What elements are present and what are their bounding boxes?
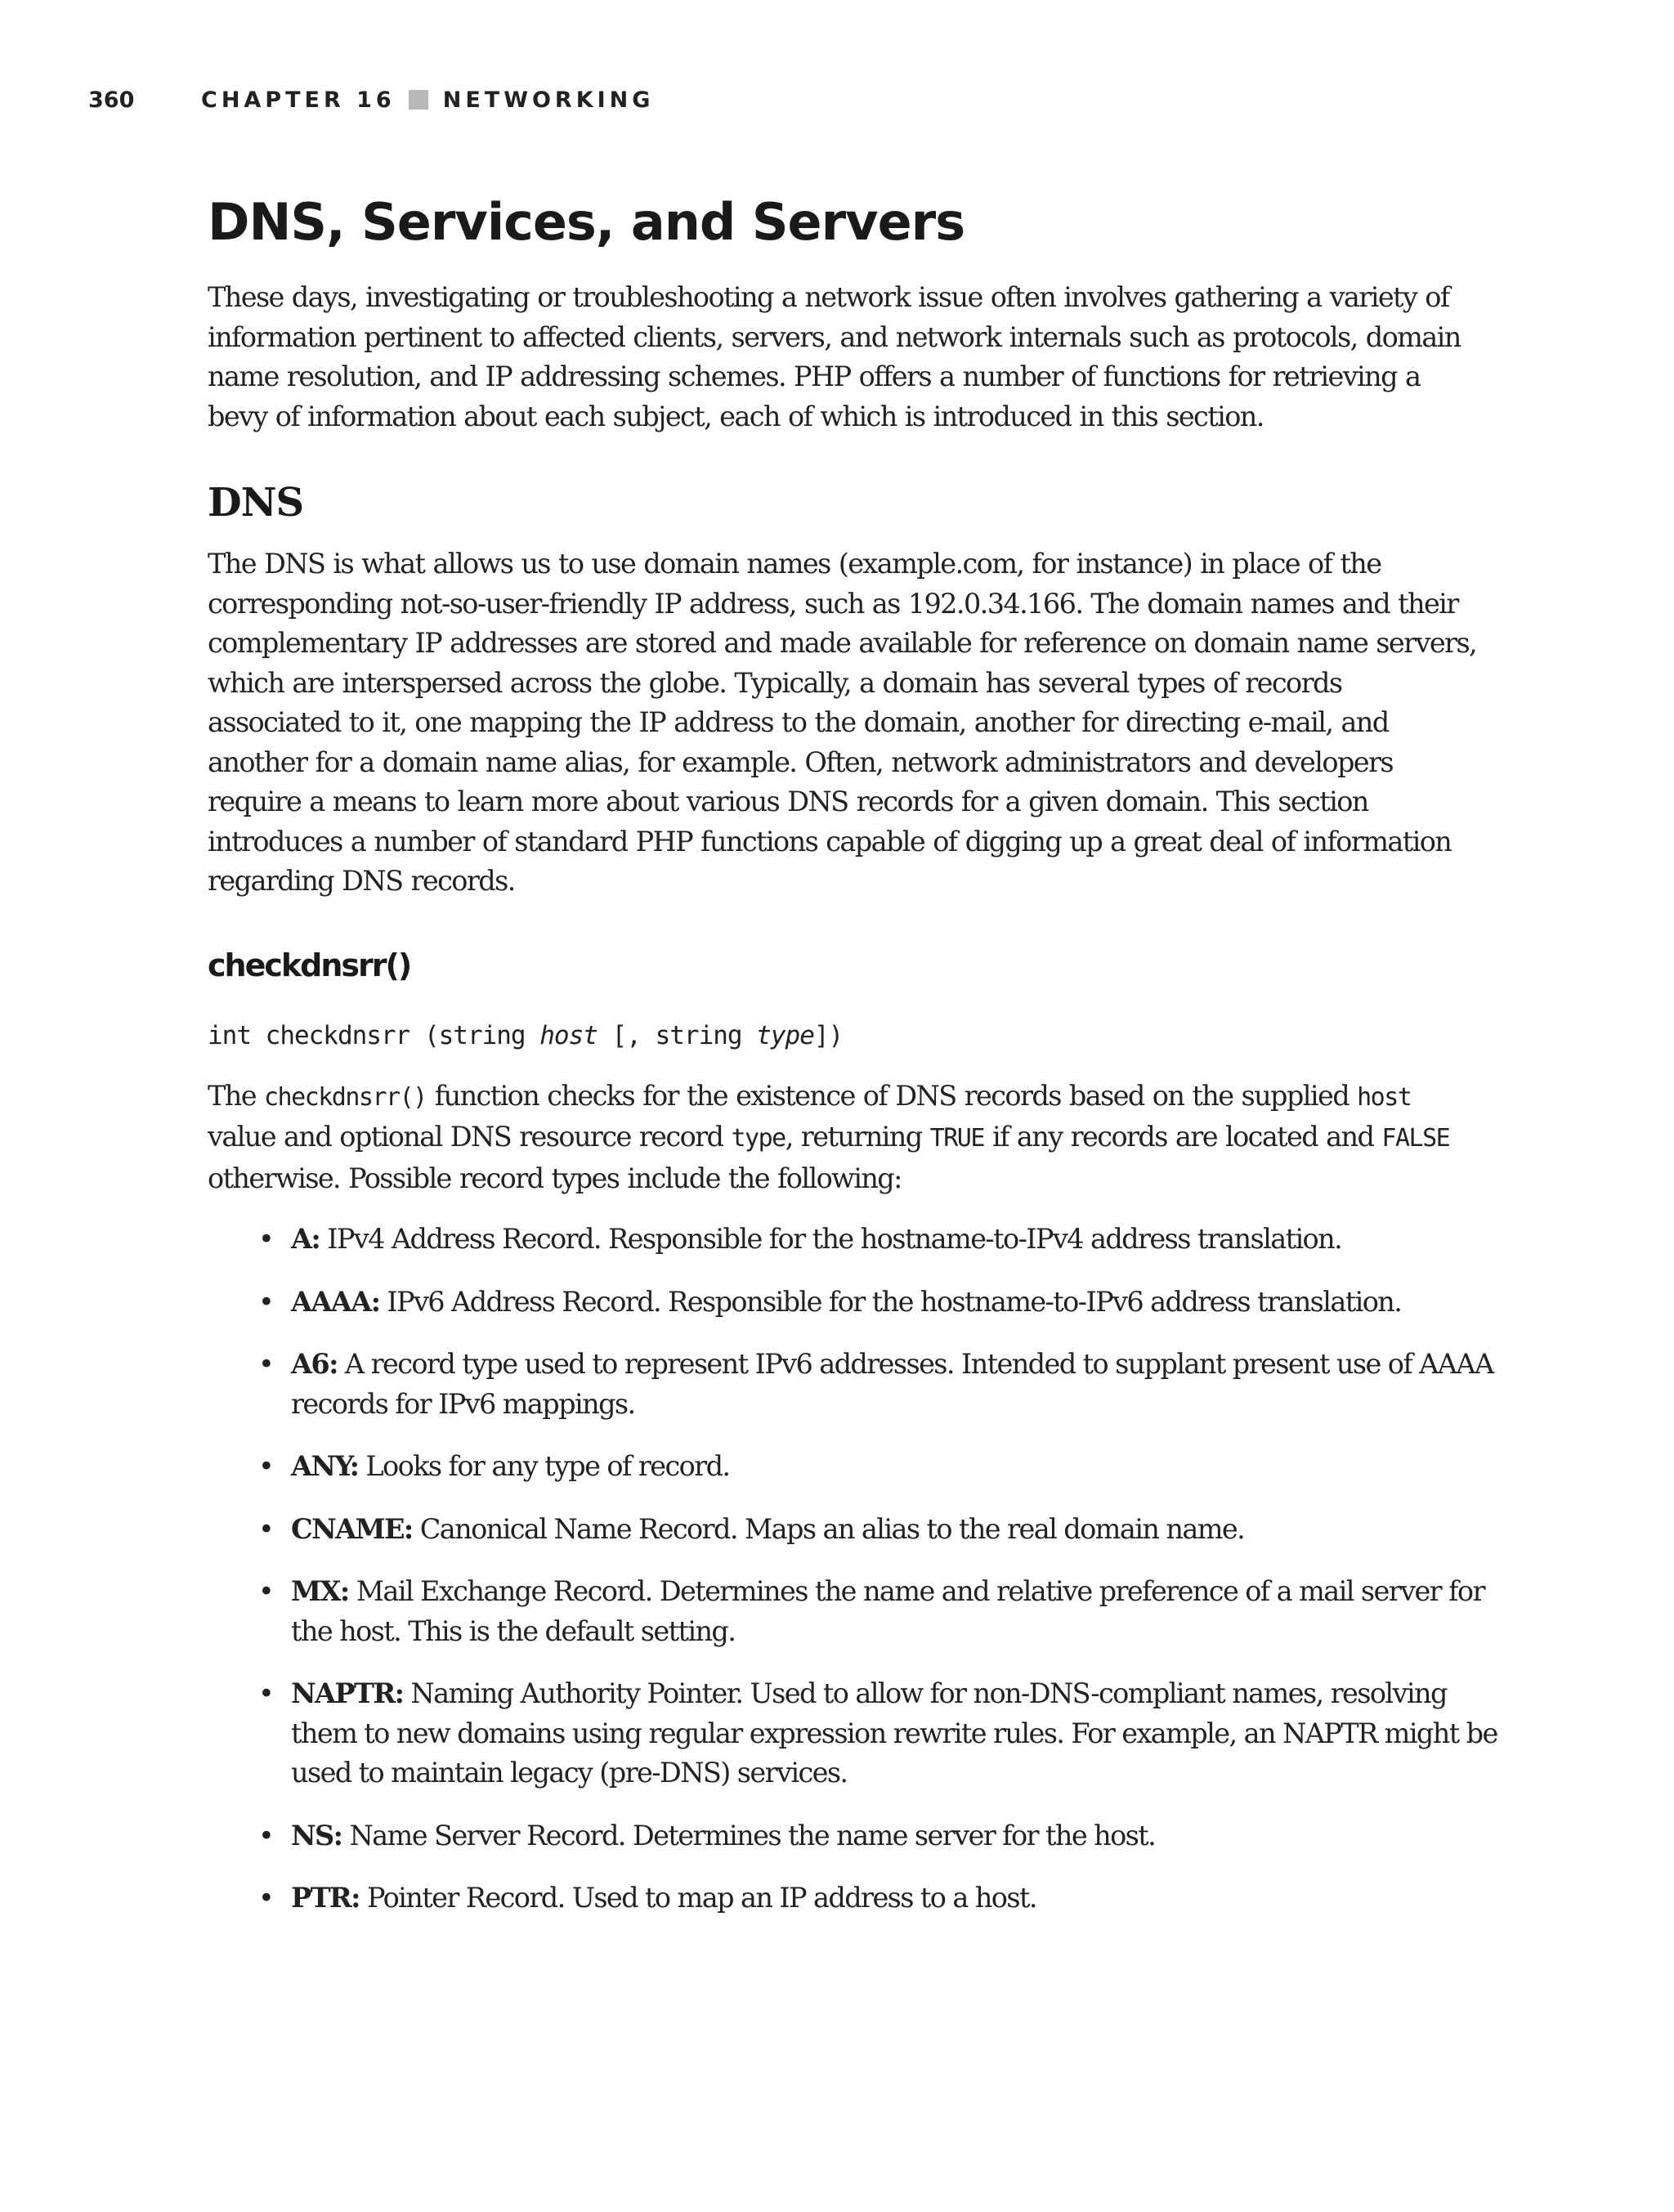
record-description: A record type used to represent IPv6 addresses. Intended to supplant present use of AAAA records for IPv6 mappings. xyxy=(291,1348,1493,1420)
record-term: NS: xyxy=(291,1819,342,1852)
record-term: ANY: xyxy=(291,1450,359,1482)
record-description: IPv6 Address Record. Responsible for the hostname-to-IPv6 address translation. xyxy=(379,1285,1402,1318)
record-description: Canonical Name Record. Maps an alias to the real domain name. xyxy=(412,1512,1245,1545)
record-term: A: xyxy=(291,1223,320,1255)
bullet-icon: • xyxy=(258,1512,274,1545)
chapter-section-label: NETWORKING xyxy=(442,87,655,113)
bullet-icon: • xyxy=(258,1677,274,1709)
code-host: host xyxy=(1357,1082,1412,1112)
bullet-icon: • xyxy=(258,1819,274,1852)
bullet-icon: • xyxy=(258,1882,274,1914)
record-term: NAPTR: xyxy=(291,1677,404,1709)
running-head xyxy=(88,83,654,116)
record-description: Name Server Record. Determines the name server for the host. xyxy=(342,1819,1156,1852)
list-item xyxy=(258,1510,1501,1550)
desc-text: value and optional DNS resource record xyxy=(208,1121,732,1153)
dns-paragraph: The DNS is what allows us to use domain names (example.com, for instance) in place of the corresponding not-so-user-friendly IP address, such as 192.0.34.166. The domain names and their complementary IP addresses are stored and made available for reference on domain name servers, which are interspersed across the globe. Typically, a domain has several types of records associated to it, one mapping the IP address to the domain, another for directing e-mail, and another for a domain name alias, for example. Often, network administrators and developers require a means to learn more about various DNS records for a given domain. This section introduces a number of standard PHP functions capable of digging up a great deal of information regarding DNS records. xyxy=(208,548,1477,897)
section-title: DNS, Services, and Servers xyxy=(208,192,965,252)
list-item xyxy=(258,1816,1501,1856)
desc-text: if any records are located and xyxy=(983,1121,1382,1153)
record-types-list xyxy=(208,1220,1501,1919)
record-description: IPv4 Address Record. Responsible for the hostname-to-IPv4 address translation. xyxy=(320,1223,1342,1255)
desc-text: otherwise. Possible record types include the following: xyxy=(208,1162,902,1194)
signature-host-param: host xyxy=(539,1020,598,1050)
chapter-label: CHAPTER 16 xyxy=(201,87,396,113)
signature-type-param: type xyxy=(756,1020,814,1050)
signature-suffix: ]) xyxy=(813,1020,844,1050)
list-item xyxy=(258,1220,1501,1260)
bullet-icon: • xyxy=(258,1348,274,1380)
code-false: FALSE xyxy=(1381,1124,1450,1153)
checkdnsrr-description xyxy=(208,1077,1483,1199)
desc-text: The xyxy=(208,1079,264,1112)
record-term: AAAA: xyxy=(291,1285,380,1318)
record-description: Pointer Record. Used to map an IP address to a host. xyxy=(359,1882,1036,1914)
record-description: Mail Exchange Record. Determines the name and relative preference of a mail server for the host. This is the default setting. xyxy=(291,1575,1484,1647)
list-item xyxy=(258,1283,1501,1323)
code-checkdnsrr: checkdnsrr() xyxy=(264,1082,427,1112)
record-description: Naming Authority Pointer. Used to allow for non-DNS-compliant names, resolving them to new domains using regular expression rewrite rules. For example, an NAPTR might be used to maintain legacy (pre-DNS) services. xyxy=(291,1677,1497,1789)
record-description: Looks for any type of record. xyxy=(358,1450,730,1482)
record-term: A6: xyxy=(291,1348,338,1380)
list-item xyxy=(258,1572,1501,1651)
code-true: TRUE xyxy=(929,1124,984,1153)
list-item xyxy=(258,1447,1501,1487)
signature-middle: [, string xyxy=(597,1020,757,1050)
bullet-icon: • xyxy=(258,1450,274,1482)
record-term: MX: xyxy=(291,1575,349,1607)
page-content xyxy=(208,185,1497,1941)
desc-text: , returning xyxy=(785,1121,930,1153)
bullet-icon: • xyxy=(258,1285,274,1318)
list-item xyxy=(258,1878,1501,1919)
dns-heading: DNS xyxy=(208,480,304,526)
checkdnsrr-heading: checkdnsrr() xyxy=(208,947,411,983)
intro-paragraph: These days, investigating or troubleshooting a network issue often involves gathering a variety of information pertinent to affected clients, servers, and network internals such as protocols, domain name resolution, and IP addressing schemes. PHP offers a number of functions for retrieving a bevy of information about each subject, each of which is introduced in this section. xyxy=(208,281,1461,432)
bullet-icon: • xyxy=(258,1223,274,1255)
page-number: 360 xyxy=(88,87,135,113)
signature-prefix: int checkdnsrr (string xyxy=(208,1020,540,1050)
list-item xyxy=(258,1345,1501,1424)
function-signature xyxy=(208,1016,1483,1055)
desc-text: function checks for the existence of DNS records based on the supplied xyxy=(426,1079,1358,1112)
header-separator-square xyxy=(409,90,428,110)
record-term: PTR: xyxy=(291,1882,360,1914)
bullet-icon: • xyxy=(258,1575,274,1607)
record-term: CNAME: xyxy=(291,1512,413,1545)
list-item xyxy=(258,1674,1501,1793)
code-type: type xyxy=(731,1124,786,1153)
